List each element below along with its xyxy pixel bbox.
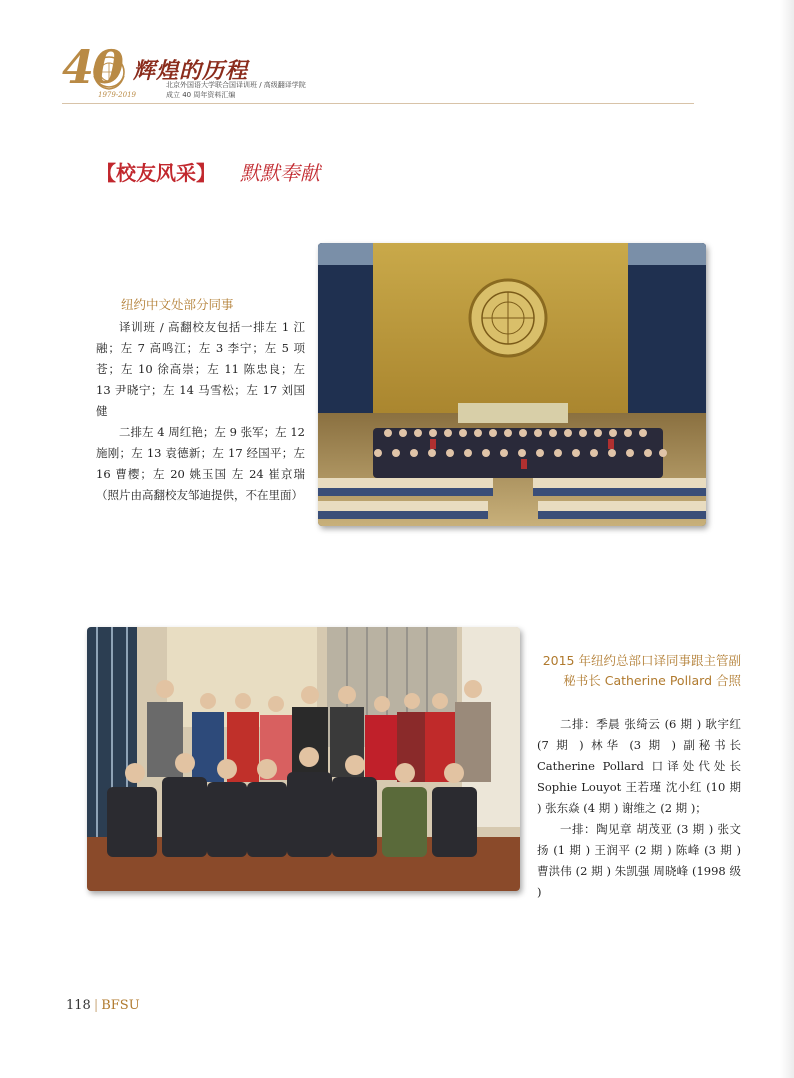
header-subtitle-line1: 北京外国语大学联合国译训班 / 高级翻译学院 xyxy=(166,81,306,89)
caption1-title: 纽约中文处部分同事 xyxy=(121,297,234,312)
logo-number: 40 xyxy=(62,40,123,94)
footer-org: BFSU xyxy=(101,998,140,1013)
header-title: 辉煌的历程 xyxy=(133,58,249,84)
page-footer xyxy=(66,998,140,1013)
footer-separator: | xyxy=(93,998,99,1013)
section-subtitle: 默默奉献 xyxy=(240,161,320,185)
page-edge-shadow xyxy=(780,0,794,1078)
caption2-title: 2015 年纽约总部口译同事跟主管副秘书长 Catherine Pollard 合照 xyxy=(542,653,741,688)
caption1-paragraph: 译训班 / 高翻校友包括一排左 1 江融；左 7 高鸣江；左 3 李宁；左 5 项苍；左 10 徐高崇；左 11 陈忠良；左 13 尹晓宁；左 14 马雪松；左 17 刘国健 xyxy=(96,320,305,418)
caption2-paragraph: 一排：陶见章 胡茂亚 (3 期 ) 张文扬 (1 期 ) 王润平 (2 期 ) 陈峰 (3 期 ) 曹洪伟 (2 期 ) 朱凯强 周晓峰 (1998 级 ) xyxy=(537,822,741,899)
page-number: 118 xyxy=(66,998,91,1013)
section-title: 【校友风采】 xyxy=(96,161,216,185)
un-emblem-icon xyxy=(470,280,546,356)
un-general-assembly-photo xyxy=(318,243,706,526)
interpreters-group-photo xyxy=(87,627,520,891)
wreath-logo-icon xyxy=(84,52,134,92)
caption2-body xyxy=(537,714,741,903)
caption1-paragraph: 二排左 4 周红艳；左 9 张军；左 12 施刚；左 13 袁德新；左 17 经国平；左 16 曹樱；左 20 姚玉国 左 24 崔京瑞（照片由高翻校友邹迪提供，不在里面） xyxy=(96,425,305,502)
header-subtitle-line2: 成立 40 周年资料汇编 xyxy=(166,91,236,99)
caption1-body xyxy=(96,317,305,506)
header-divider xyxy=(62,103,694,104)
caption2-paragraph: 二排：季晨 张绮云 (6 期 ) 耿宇红 (7 期 ) 林华 (3 期 ) 副秘书长 Catherine Pollard 口译处代处长 Sophie Louyot 王若瑾 沈小红 (10 期 ) 张东焱 (4 期 ) 谢维之 (2 期 )； xyxy=(537,717,741,815)
logo-years: 1979-2019 xyxy=(98,91,136,99)
